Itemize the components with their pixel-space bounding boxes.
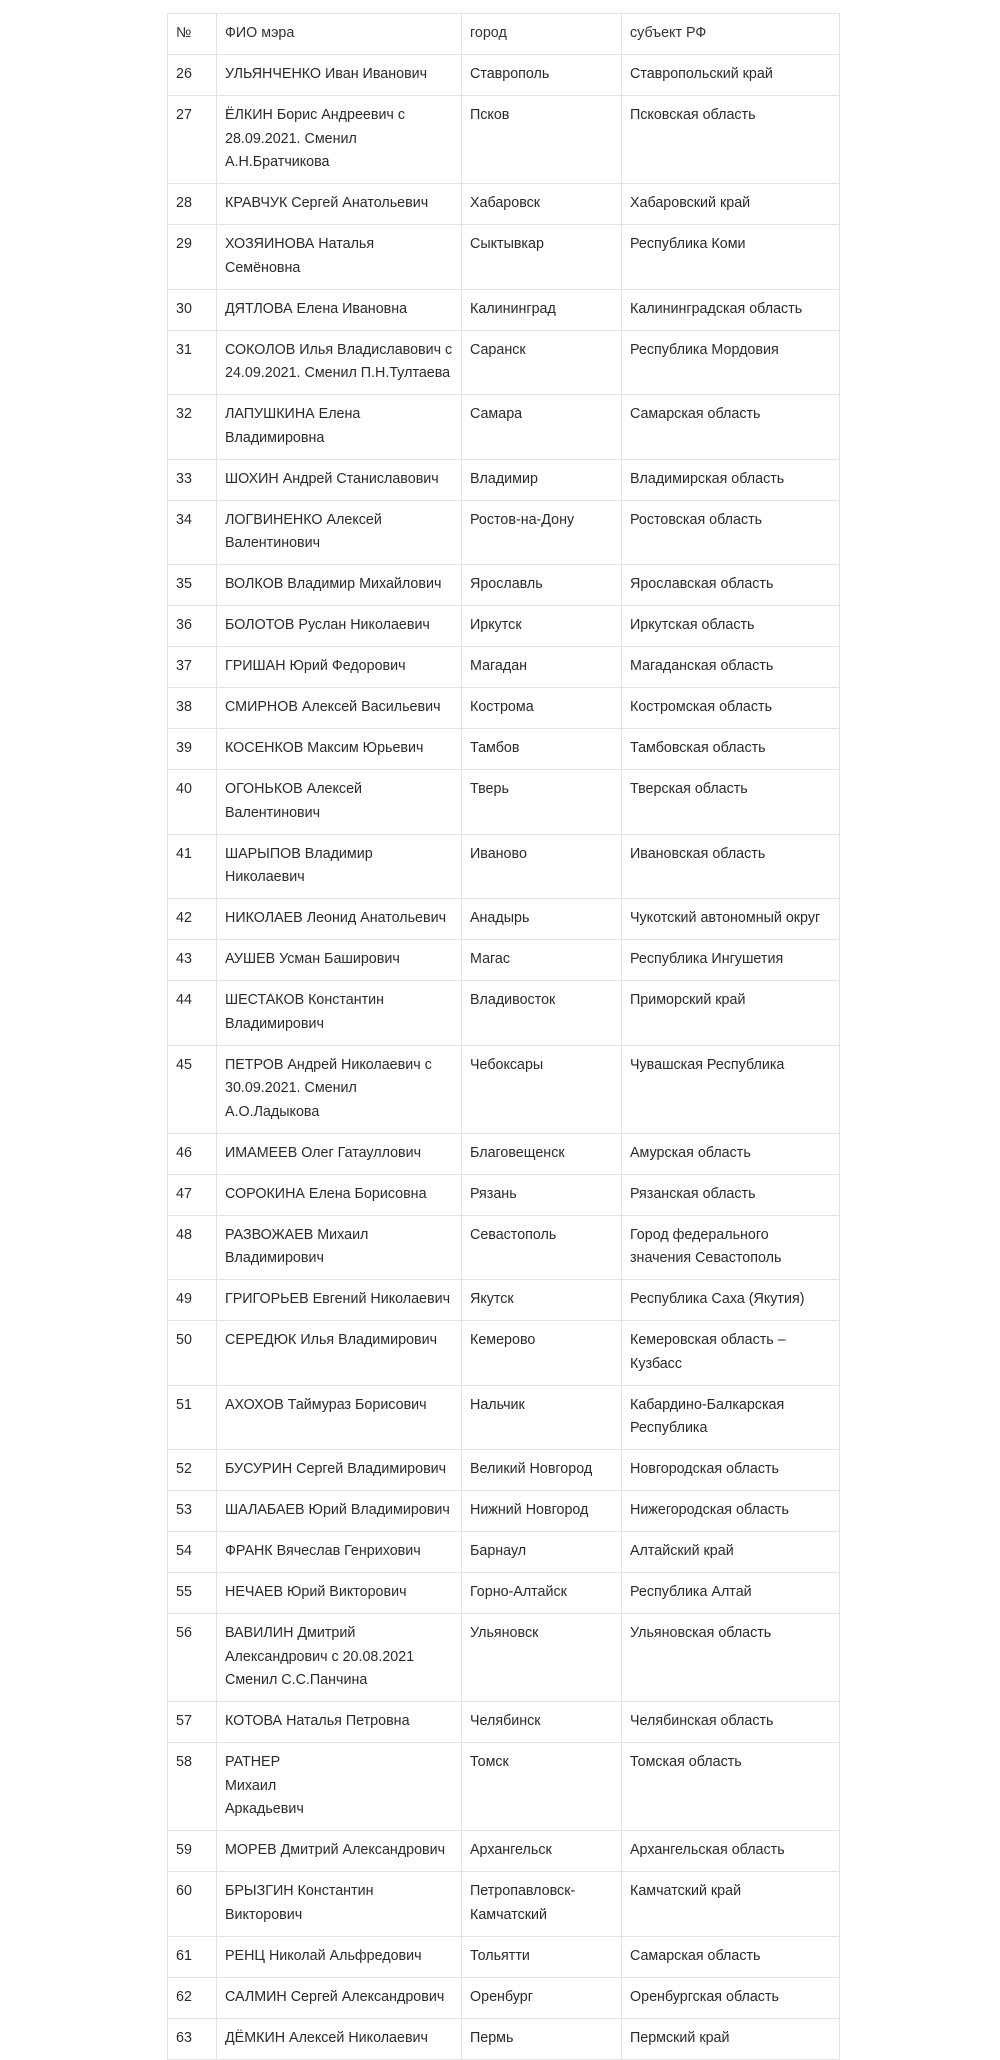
cell-city: Челябинск — [462, 1702, 622, 1743]
cell-region: Нижегородская область — [622, 1491, 840, 1532]
cell-number: 35 — [168, 565, 217, 606]
cell-city: Барнаул — [462, 1532, 622, 1573]
table-body — [168, 14, 840, 2060]
cell-number: 46 — [168, 1133, 217, 1174]
cell-city: Тольятти — [462, 1936, 622, 1977]
table-row — [168, 289, 840, 330]
cell-mayor-name: РАТНЕР Михаил Аркадьевич — [217, 1743, 462, 1831]
cell-mayor-name: ФРАНК Вячеслав Генрихович — [217, 1532, 462, 1573]
cell-region: Ставропольский край — [622, 55, 840, 96]
cell-region: Самарская область — [622, 395, 840, 460]
cell-city: Кострома — [462, 688, 622, 729]
table-row — [168, 899, 840, 940]
table-row — [168, 770, 840, 835]
table-row — [168, 729, 840, 770]
cell-number: 49 — [168, 1280, 217, 1321]
cell-mayor-name: СОКОЛОВ Илья Владиславович с 24.09.2021. Сменил П.Н.Тултаева — [217, 330, 462, 395]
table-row — [168, 1174, 840, 1215]
cell-city: Иркутск — [462, 606, 622, 647]
table-row — [168, 395, 840, 460]
cell-mayor-name: СМИРНОВ Алексей Васильевич — [217, 688, 462, 729]
cell-region: Республика Мордовия — [622, 330, 840, 395]
cell-mayor-name: КОСЕНКОВ Максим Юрьевич — [217, 729, 462, 770]
cell-number: 57 — [168, 1702, 217, 1743]
cell-region: Рязанская область — [622, 1174, 840, 1215]
cell-city: Владивосток — [462, 981, 622, 1046]
cell-city: Великий Новгород — [462, 1450, 622, 1491]
cell-mayor-name: НИКОЛАЕВ Леонид Анатольевич — [217, 899, 462, 940]
cell-mayor-name: ГРИШАН Юрий Федорович — [217, 647, 462, 688]
cell-city: Томск — [462, 1743, 622, 1831]
cell-mayor-name: ПЕТРОВ Андрей Николаевич с 30.09.2021. Сменил А.О.Ладыкова — [217, 1045, 462, 1133]
cell-city: Сыктывкар — [462, 225, 622, 290]
cell-city: Нижний Новгород — [462, 1491, 622, 1532]
cell-mayor-name: ОГОНЬКОВ Алексей Валентинович — [217, 770, 462, 835]
cell-city: Ставрополь — [462, 55, 622, 96]
header-mayor-name: ФИО мэра — [217, 14, 462, 55]
cell-number: 42 — [168, 899, 217, 940]
table-row — [168, 606, 840, 647]
cell-mayor-name: ЛАПУШКИНА Елена Владимировна — [217, 395, 462, 460]
cell-number: 31 — [168, 330, 217, 395]
cell-number: 47 — [168, 1174, 217, 1215]
cell-mayor-name: РЕНЦ Николай Альфредович — [217, 1936, 462, 1977]
table-row — [168, 1936, 840, 1977]
cell-region: Город федерального значения Севастополь — [622, 1215, 840, 1280]
cell-mayor-name: РАЗВОЖАЕВ Михаил Владимирович — [217, 1215, 462, 1280]
cell-region: Камчатский край — [622, 1872, 840, 1937]
cell-number: 41 — [168, 834, 217, 899]
cell-city: Оренбург — [462, 1977, 622, 2018]
cell-city: Нальчик — [462, 1385, 622, 1450]
cell-number: 37 — [168, 647, 217, 688]
cell-number: 50 — [168, 1321, 217, 1386]
table-row — [168, 459, 840, 500]
cell-mayor-name: ВОЛКОВ Владимир Михайлович — [217, 565, 462, 606]
cell-city: Архангельск — [462, 1831, 622, 1872]
cell-region: Калининградская область — [622, 289, 840, 330]
cell-city: Владимир — [462, 459, 622, 500]
cell-city: Калининград — [462, 289, 622, 330]
cell-mayor-name: УЛЬЯНЧЕНКО Иван Иванович — [217, 55, 462, 96]
cell-city: Рязань — [462, 1174, 622, 1215]
cell-city: Хабаровск — [462, 184, 622, 225]
cell-mayor-name: ГРИГОРЬЕВ Евгений Николаевич — [217, 1280, 462, 1321]
cell-mayor-name: ДЁМКИН Алексей Николаевич — [217, 2018, 462, 2059]
cell-mayor-name: ШОХИН Андрей Станиславович — [217, 459, 462, 500]
cell-region: Тверская область — [622, 770, 840, 835]
cell-region: Кабардино-Балкарская Республика — [622, 1385, 840, 1450]
cell-region: Иркутская область — [622, 606, 840, 647]
table-row — [168, 1977, 840, 2018]
cell-mayor-name: ШАРЫПОВ Владимир Николаевич — [217, 834, 462, 899]
cell-mayor-name: ЛОГВИНЕНКО Алексей Валентинович — [217, 500, 462, 565]
cell-city: Кемерово — [462, 1321, 622, 1386]
cell-number: 32 — [168, 395, 217, 460]
cell-city: Горно-Алтайск — [462, 1573, 622, 1614]
cell-number: 61 — [168, 1936, 217, 1977]
cell-mayor-name: ДЯТЛОВА Елена Ивановна — [217, 289, 462, 330]
table-row — [168, 565, 840, 606]
table-row — [168, 225, 840, 290]
header-region: субъект РФ — [622, 14, 840, 55]
table-row — [168, 940, 840, 981]
cell-region: Республика Ингушетия — [622, 940, 840, 981]
cell-number: 55 — [168, 1573, 217, 1614]
table-row — [168, 1385, 840, 1450]
table-row — [168, 688, 840, 729]
cell-region: Республика Алтай — [622, 1573, 840, 1614]
table-header-row — [168, 14, 840, 55]
cell-region: Челябинская область — [622, 1702, 840, 1743]
cell-number: 51 — [168, 1385, 217, 1450]
table-row — [168, 1872, 840, 1937]
cell-mayor-name: СОРОКИНА Елена Борисовна — [217, 1174, 462, 1215]
cell-number: 62 — [168, 1977, 217, 2018]
cell-mayor-name: МОРЕВ Дмитрий Александрович — [217, 1831, 462, 1872]
cell-city: Магадан — [462, 647, 622, 688]
table-row — [168, 1215, 840, 1280]
cell-city: Иваново — [462, 834, 622, 899]
cell-region: Хабаровский край — [622, 184, 840, 225]
cell-mayor-name: АУШЕВ Усман Баширович — [217, 940, 462, 981]
cell-mayor-name: БРЫЗГИН Константин Викторович — [217, 1872, 462, 1937]
cell-number: 38 — [168, 688, 217, 729]
cell-region: Магаданская область — [622, 647, 840, 688]
table-row — [168, 96, 840, 184]
table-row — [168, 1702, 840, 1743]
table-row — [168, 1280, 840, 1321]
cell-number: 39 — [168, 729, 217, 770]
cell-number: 30 — [168, 289, 217, 330]
cell-number: 29 — [168, 225, 217, 290]
cell-city: Благовещенск — [462, 1133, 622, 1174]
cell-number: 36 — [168, 606, 217, 647]
cell-region: Республика Коми — [622, 225, 840, 290]
table-row — [168, 2018, 840, 2059]
cell-region: Псковская область — [622, 96, 840, 184]
cell-mayor-name: АХОХОВ Таймураз Борисович — [217, 1385, 462, 1450]
cell-number: 58 — [168, 1743, 217, 1831]
cell-number: 48 — [168, 1215, 217, 1280]
table-row — [168, 1133, 840, 1174]
cell-region: Чувашская Республика — [622, 1045, 840, 1133]
cell-region: Алтайский край — [622, 1532, 840, 1573]
table-row — [168, 500, 840, 565]
table-row — [168, 1743, 840, 1831]
cell-number: 63 — [168, 2018, 217, 2059]
table-row — [168, 1321, 840, 1386]
cell-city: Чебоксары — [462, 1045, 622, 1133]
cell-number: 34 — [168, 500, 217, 565]
cell-city: Саранск — [462, 330, 622, 395]
cell-region: Архангельская область — [622, 1831, 840, 1872]
cell-mayor-name: СЕРЕДЮК Илья Владимирович — [217, 1321, 462, 1386]
cell-region: Ульяновская область — [622, 1614, 840, 1702]
cell-region: Амурская область — [622, 1133, 840, 1174]
table-row — [168, 1573, 840, 1614]
mayors-table — [167, 13, 840, 2060]
cell-number: 56 — [168, 1614, 217, 1702]
cell-number: 59 — [168, 1831, 217, 1872]
cell-city: Севастополь — [462, 1215, 622, 1280]
cell-city: Магас — [462, 940, 622, 981]
cell-region: Кемеровская область – Кузбасс — [622, 1321, 840, 1386]
cell-mayor-name: ШАЛАБАЕВ Юрий Владимирович — [217, 1491, 462, 1532]
cell-mayor-name: БОЛОТОВ Руслан Николаевич — [217, 606, 462, 647]
cell-city: Тамбов — [462, 729, 622, 770]
mayors-table-container — [167, 13, 839, 2060]
cell-region: Владимирская область — [622, 459, 840, 500]
cell-region: Тамбовская область — [622, 729, 840, 770]
cell-number: 44 — [168, 981, 217, 1046]
table-row — [168, 834, 840, 899]
cell-mayor-name: ШЕСТАКОВ Константин Владимирович — [217, 981, 462, 1046]
cell-region: Пермский край — [622, 2018, 840, 2059]
cell-number: 52 — [168, 1450, 217, 1491]
table-row — [168, 1045, 840, 1133]
cell-number: 33 — [168, 459, 217, 500]
cell-region: Костромская область — [622, 688, 840, 729]
cell-number: 53 — [168, 1491, 217, 1532]
table-row — [168, 981, 840, 1046]
cell-mayor-name: ВАВИЛИН Дмитрий Александрович с 20.08.2021 Сменил С.С.Панчина — [217, 1614, 462, 1702]
table-row — [168, 330, 840, 395]
table-row — [168, 1450, 840, 1491]
cell-region: Томская область — [622, 1743, 840, 1831]
cell-mayor-name: ХОЗЯИНОВА Наталья Семёновна — [217, 225, 462, 290]
cell-number: 54 — [168, 1532, 217, 1573]
table-row — [168, 1614, 840, 1702]
table-row — [168, 1831, 840, 1872]
cell-city: Якутск — [462, 1280, 622, 1321]
cell-region: Новгородская область — [622, 1450, 840, 1491]
cell-city: Ярославль — [462, 565, 622, 606]
cell-number: 27 — [168, 96, 217, 184]
cell-region: Самарская область — [622, 1936, 840, 1977]
table-row — [168, 55, 840, 96]
cell-city: Ростов-на-Дону — [462, 500, 622, 565]
cell-city: Псков — [462, 96, 622, 184]
cell-number: 60 — [168, 1872, 217, 1937]
cell-mayor-name: НЕЧАЕВ Юрий Викторович — [217, 1573, 462, 1614]
cell-number: 26 — [168, 55, 217, 96]
cell-city: Анадырь — [462, 899, 622, 940]
cell-city: Самара — [462, 395, 622, 460]
cell-number: 45 — [168, 1045, 217, 1133]
cell-number: 43 — [168, 940, 217, 981]
cell-region: Ярославская область — [622, 565, 840, 606]
cell-mayor-name: КРАВЧУК Сергей Анатольевич — [217, 184, 462, 225]
cell-number: 40 — [168, 770, 217, 835]
table-row — [168, 1532, 840, 1573]
cell-mayor-name: БУСУРИН Сергей Владимирович — [217, 1450, 462, 1491]
table-row — [168, 184, 840, 225]
cell-city: Пермь — [462, 2018, 622, 2059]
table-row — [168, 1491, 840, 1532]
table-row — [168, 647, 840, 688]
cell-region: Ростовская область — [622, 500, 840, 565]
cell-city: Тверь — [462, 770, 622, 835]
cell-region: Ивановская область — [622, 834, 840, 899]
cell-number: 28 — [168, 184, 217, 225]
cell-region: Чукотский автономный округ — [622, 899, 840, 940]
cell-mayor-name: ИМАМЕЕВ Олег Гатауллович — [217, 1133, 462, 1174]
cell-region: Республика Саха (Якутия) — [622, 1280, 840, 1321]
cell-mayor-name: САЛМИН Сергей Александрович — [217, 1977, 462, 2018]
cell-mayor-name: ЁЛКИН Борис Андреевич с 28.09.2021. Сменил А.Н.Братчикова — [217, 96, 462, 184]
cell-region: Приморский край — [622, 981, 840, 1046]
header-city: город — [462, 14, 622, 55]
cell-city: Петропавловск-Камчатский — [462, 1872, 622, 1937]
header-number: № — [168, 14, 217, 55]
cell-city: Ульяновск — [462, 1614, 622, 1702]
cell-mayor-name: КОТОВА Наталья Петровна — [217, 1702, 462, 1743]
cell-region: Оренбургская область — [622, 1977, 840, 2018]
